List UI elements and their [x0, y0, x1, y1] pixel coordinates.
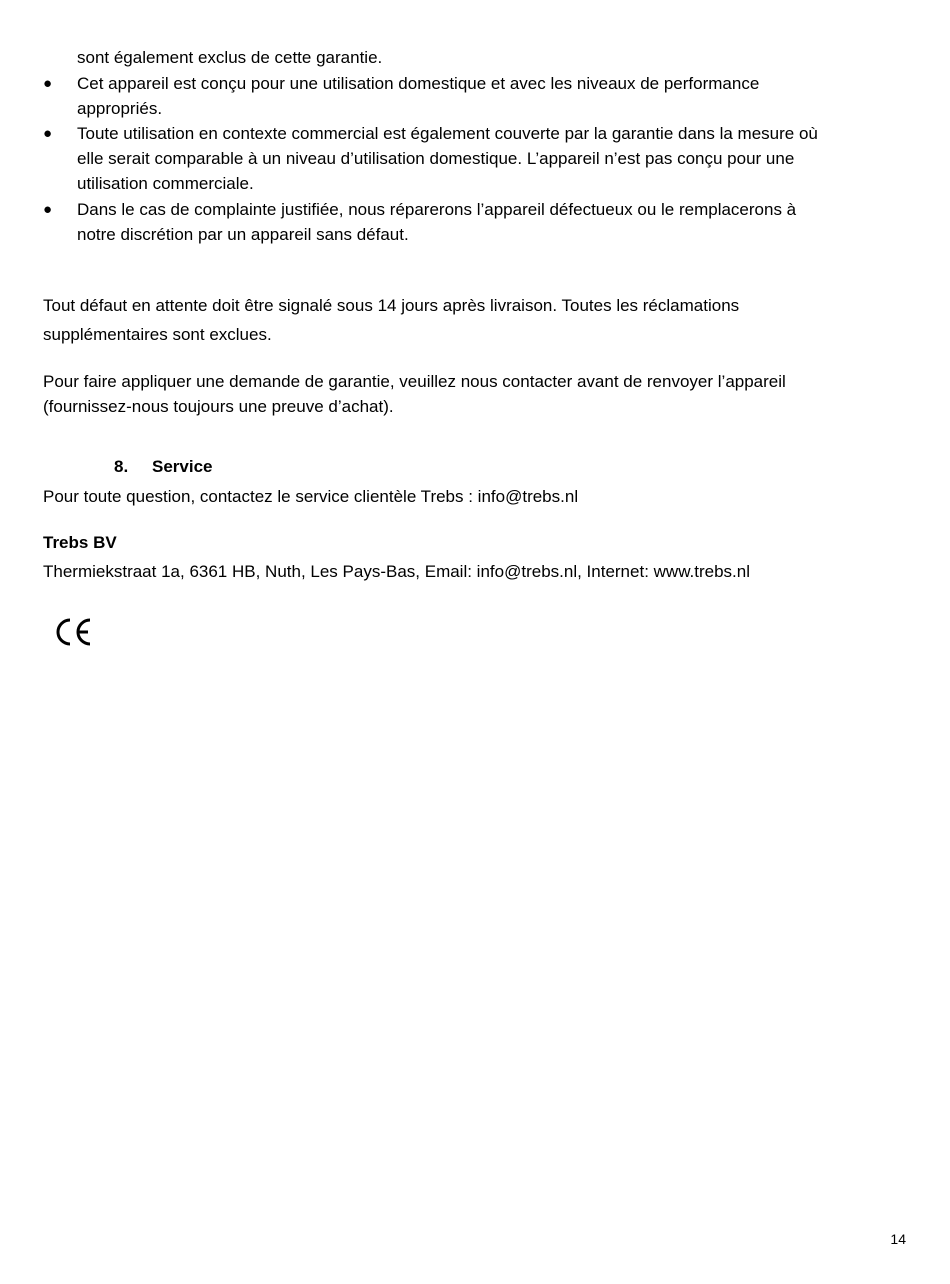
company-address: Thermiekstraat 1a, 6361 HB, Nuth, Les Pays-Bas, Email: info@trebs.nl, Internet: www.trebs.nl: [43, 562, 751, 581]
bullet-icon: ●: [43, 201, 53, 218]
bullet-3-line-2: notre discrétion par un appareil sans défaut.: [77, 225, 409, 244]
bullet-icon: ●: [43, 75, 53, 92]
warranty-claim-line-2: (fournissez-nous toujours une preuve d’achat).: [43, 397, 394, 416]
bullet-3-line-1: Dans le cas de complainte justifiée, nous réparerons l’appareil défectueux ou le remplacerons à: [77, 200, 797, 219]
company-name: Trebs BV: [43, 533, 117, 552]
section-title: Service: [152, 457, 213, 476]
warranty-claim-line-1: Pour faire appliquer une demande de garantie, veuillez nous contacter avant de renvoyer l’appareil: [43, 372, 786, 391]
bullet-1-line-2: appropriés.: [77, 99, 163, 118]
defect-notice-line-1: Tout défaut en attente doit être signalé sous 14 jours après livraison. Toutes les réclamations: [43, 296, 740, 315]
warranty-carryover-line: sont également exclus de cette garantie.: [77, 48, 383, 67]
bullet-1-line-1: Cet appareil est conçu pour une utilisation domestique et avec les niveaux de performance: [77, 74, 760, 93]
bullet-2-line-3: utilisation commerciale.: [77, 174, 254, 193]
service-contact-text: Pour toute question, contactez le service clientèle Trebs : info@trebs.nl: [43, 487, 579, 506]
defect-notice-line-2: supplémentaires sont exclues.: [43, 325, 272, 344]
bullet-icon: ●: [43, 125, 53, 142]
section-number: 8.: [114, 457, 129, 476]
bullet-2-line-2: elle serait comparable à un niveau d’utilisation domestique. L’appareil n’est pas conçu pour une: [77, 149, 795, 168]
bullet-2-line-1: Toute utilisation en contexte commercial est également couverte par la garantie dans la mesure où: [77, 124, 818, 143]
ce-mark-icon: [55, 617, 95, 647]
page-number: 14: [890, 1231, 906, 1247]
